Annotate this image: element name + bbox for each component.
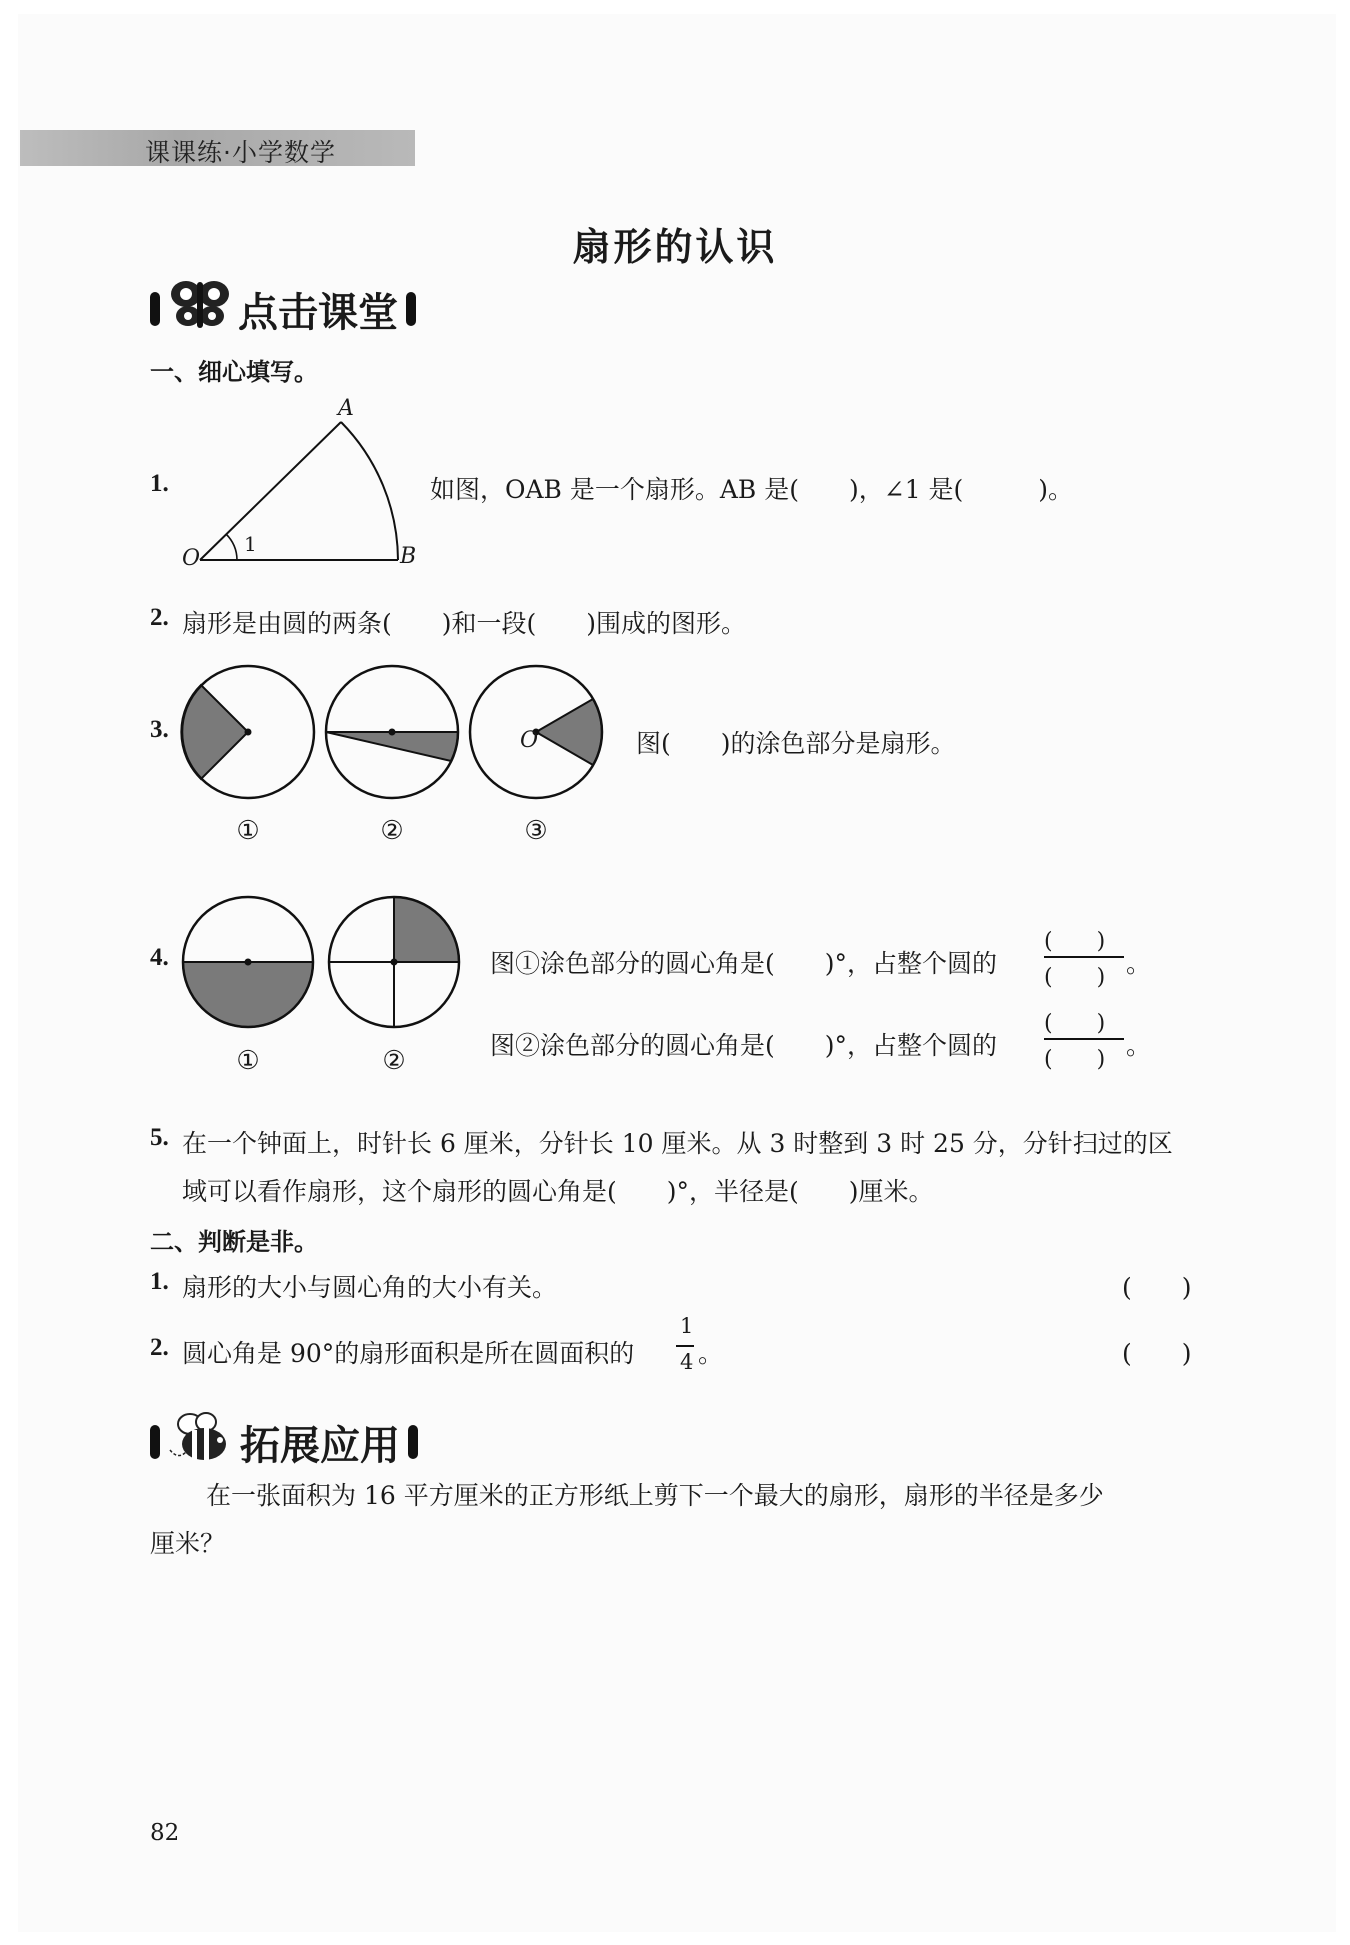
extension-line1: 在一张面积为 16 平方厘米的正方形纸上剪下一个最大的扇形，扇形的半径是多少	[206, 1481, 1104, 1510]
q4-circles	[180, 894, 480, 1034]
q4-frac1-bar	[1044, 956, 1124, 958]
judge2-frac-num: 1	[680, 1314, 694, 1338]
q4-end2: 。	[1126, 1031, 1152, 1060]
q5-line2: 域可以看作扇形，这个扇形的圆心角是( )°，半径是( )厘米。	[182, 1177, 934, 1206]
section-banner-extension	[150, 1410, 418, 1474]
bee-icon	[168, 1410, 234, 1474]
q4-circle-label-1: ①	[236, 1046, 260, 1076]
q1-number: 1.	[150, 470, 169, 497]
section-banner-text: 拓展应用	[240, 1422, 400, 1469]
banner-bracket-right	[406, 292, 416, 326]
extension-line2: 厘米？	[150, 1529, 226, 1558]
banner-bracket-left	[150, 1425, 160, 1459]
section1-heading: 一、细心填写。	[150, 358, 318, 386]
q4-frac2-bar	[1044, 1038, 1124, 1040]
page-title: 扇形的认识	[572, 225, 778, 269]
q3-number: 3.	[150, 716, 169, 743]
q4-number: 4.	[150, 944, 169, 971]
banner-bracket-right	[408, 1425, 418, 1459]
q2-number: 2.	[150, 604, 169, 631]
q4-frac1-num: ( )	[1044, 929, 1106, 954]
q1-label-angle: 1	[244, 532, 257, 556]
section2-heading: 二、判断是非。	[150, 1228, 318, 1256]
judge2-paren[interactable]: ( )	[1122, 1339, 1192, 1368]
q4-frac2-num: ( )	[1044, 1011, 1106, 1036]
judge2-number: 2.	[150, 1334, 169, 1361]
q3-circle-label-1: ①	[236, 816, 260, 846]
q1-sector-figure	[180, 400, 420, 570]
judge2-end: 。	[698, 1339, 724, 1368]
q5-number: 5.	[150, 1124, 169, 1151]
butterfly-icon	[168, 276, 232, 342]
q1-text: 如图，OAB 是一个扇形。AB 是( )，∠1 是( )。	[430, 475, 1074, 504]
banner-bracket-left	[150, 292, 160, 326]
judge2-frac-den: 4	[680, 1350, 694, 1374]
q3-circle-label-2: ②	[380, 816, 404, 846]
section-banner-text: 点击课堂	[238, 289, 398, 336]
judge1-number: 1.	[150, 1268, 169, 1295]
judge2-text: 圆心角是 90°的扇形面积是所在圆面积的	[182, 1339, 635, 1368]
q3-center-label: O	[520, 728, 539, 753]
q5-line1: 在一个钟面上，时针长 6 厘米，分针长 10 厘米。从 3 时整到 3 时 25 分，分针扫过的区	[182, 1129, 1173, 1158]
q3-text: 图( )的涂色部分是扇形。	[636, 729, 956, 758]
q3-circle-label-3: ③	[524, 816, 548, 846]
q4-end1: 。	[1126, 949, 1152, 978]
q4-line2: 图②涂色部分的圆心角是( )°，占整个圆的	[490, 1031, 998, 1060]
judge1-text: 扇形的大小与圆心角的大小有关。	[182, 1273, 558, 1302]
q4-line1: 图①涂色部分的圆心角是( )°，占整个圆的	[490, 949, 998, 978]
q3-circles	[180, 664, 650, 804]
header-text: 课课练·小学数学	[145, 138, 336, 167]
q1-label-a: A	[338, 396, 354, 421]
q1-label-o: O	[182, 546, 201, 571]
q4-circle-label-2: ②	[382, 1046, 406, 1076]
q2-text: 扇形是由圆的两条( )和一段( )围成的图形。	[182, 609, 747, 638]
page-number: 82	[150, 1820, 180, 1846]
q1-label-b: B	[400, 544, 417, 569]
judge1-paren[interactable]: ( )	[1122, 1273, 1192, 1302]
q4-frac2-den: ( )	[1044, 1047, 1106, 1072]
section-banner-class	[150, 276, 416, 342]
judge2-frac-bar	[676, 1345, 694, 1347]
q4-frac1-den: ( )	[1044, 965, 1106, 990]
